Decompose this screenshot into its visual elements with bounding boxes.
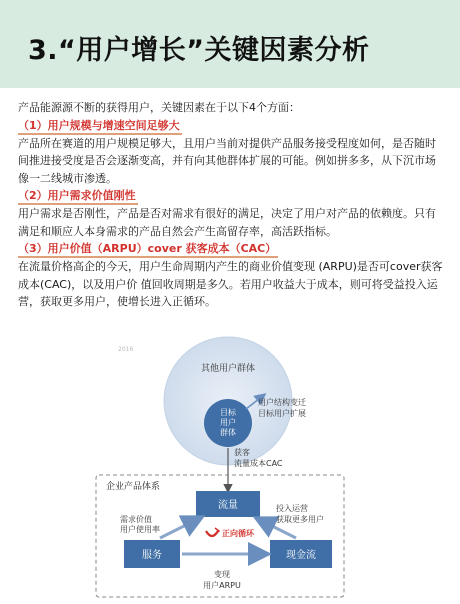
bottom-label-1: 变现 bbox=[214, 570, 230, 579]
expand-label-1: 用户结构变迁 bbox=[258, 398, 306, 407]
product-system-title: 企业产品体系 bbox=[106, 482, 161, 492]
other-users-label: 其他用户群体 bbox=[200, 364, 256, 374]
section-heading-3: （3）用户价值（ARPU）cover 获客成本（CAC） bbox=[18, 241, 278, 258]
flow-node-label: 流量 bbox=[218, 500, 238, 511]
title-banner bbox=[0, 0, 460, 88]
growth-loop-diagram bbox=[0, 335, 460, 600]
target-users-label-3: 群体 bbox=[220, 428, 236, 437]
cac-label-2: 流量成本CAC bbox=[234, 459, 283, 468]
section-body-3: 在流量价格高企的今天，用户生命周期内产生的商业价值变现 (ARPU)是否可cover获客成本(CAC)，以及用户价 值回收周期是多久。若用户收益大于成本，则可将受益投入运营，获取更多用户，使增长进入正循环。 bbox=[18, 260, 443, 308]
section-body-1: 产品所在赛道的用户规模足够大，且用户当前对提供产品服务接受程度如何，是否随时间推进接受度是否会逐渐变高，并有向其他群体扩展的可能。例如拼多多，从下沉市场像一二线城市渗透。 bbox=[18, 136, 436, 185]
service-to-flow-arrow bbox=[160, 518, 200, 538]
section-heading-1: （1）用户规模与增速空间足够大 bbox=[18, 118, 182, 135]
article-body bbox=[18, 99, 446, 311]
target-users-label-2: 用户 bbox=[220, 418, 236, 427]
left-arrow-label-1: 需求价值 bbox=[120, 515, 152, 524]
left-arrow-label-2: 用户使用率 bbox=[120, 525, 160, 534]
diagram-svg bbox=[0, 335, 460, 600]
target-users-label-1: 目标 bbox=[220, 408, 236, 417]
right-arrow-label-1: 投入运营 bbox=[276, 504, 308, 513]
cash-node-label: 现金流 bbox=[286, 550, 316, 561]
cac-label-1: 获客 bbox=[234, 448, 250, 457]
section-heading-2: （2）用户需求价值刚性 bbox=[18, 188, 138, 205]
section-body-2: 用户需求是否刚性，产品是否对需求有很好的满足，决定了用户对产品的依赖度。只有满足和顺应人本身需求的产品自然会产生高留存率，高活跃指标。 bbox=[18, 207, 436, 238]
service-node-label: 服务 bbox=[142, 550, 162, 561]
intro-text: 产品能源源不断的获得用户，关键因素在于以下4个方面： bbox=[18, 101, 300, 114]
expand-label-2: 目标用户扩展 bbox=[258, 409, 306, 418]
bottom-label-2: 用户ARPU bbox=[203, 581, 241, 590]
cycle-label: 正向循环 bbox=[222, 529, 254, 538]
watermark-text: 2016 bbox=[118, 346, 134, 353]
right-arrow-label-2: 获取更多用户 bbox=[276, 515, 324, 524]
page-title: 3.“用户增长”关键因素分析 bbox=[28, 35, 370, 66]
